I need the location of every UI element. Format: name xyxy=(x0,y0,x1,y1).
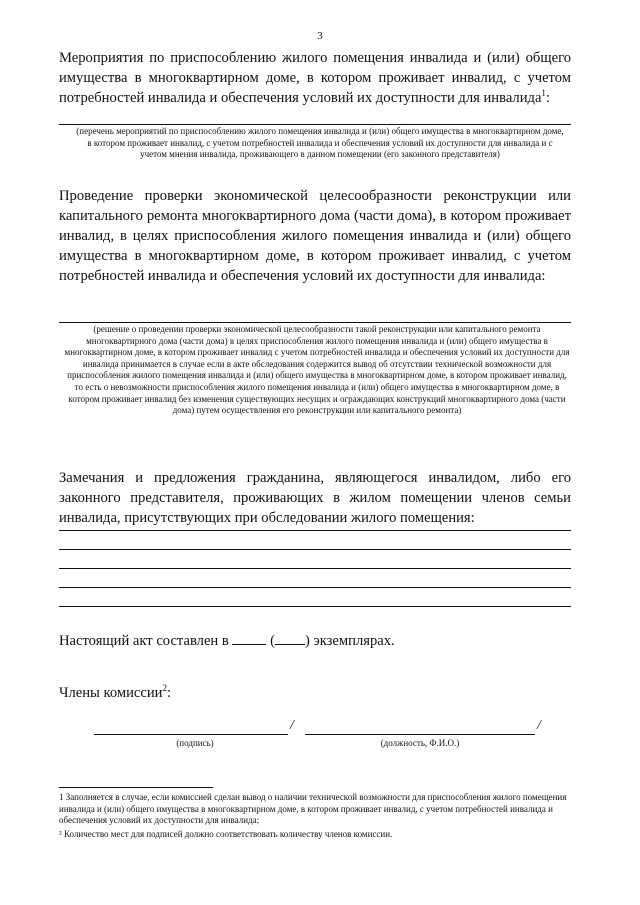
remarks-line-4 xyxy=(59,587,571,588)
copies-paren-close: ) xyxy=(304,633,310,649)
commission-label: Члены комиссии xyxy=(59,685,163,701)
measures-fill-line xyxy=(59,124,571,125)
copies-statement xyxy=(59,631,579,651)
remarks-line-3 xyxy=(59,568,571,569)
measures-heading xyxy=(59,48,571,108)
footnote-ref-1: 1 xyxy=(541,88,546,99)
copies-number-blank xyxy=(232,632,266,645)
signature-line xyxy=(94,734,288,735)
remarks-line-5 xyxy=(59,606,571,607)
signature-slash: / xyxy=(290,718,294,733)
copies-prefix: Настоящий акт составлен в xyxy=(59,633,229,649)
measures-heading-colon: : xyxy=(545,90,550,106)
remarks-heading: Замечания и предложения гражданина, являющегося инвалидом, либо его законного представителя, проживающих в жилом помещении членов семьи инвалида, присутствующих при обследовании жилого помещения: xyxy=(59,470,571,526)
signature-caption: (подпись) xyxy=(176,738,214,748)
copies-paren-open: ( xyxy=(270,633,275,649)
economic-check-fill-line xyxy=(59,322,571,323)
footnote-separator xyxy=(59,787,213,788)
copies-words-blank xyxy=(275,632,305,645)
remarks-line-2 xyxy=(59,549,571,550)
economic-check-caption: (решение о проведении проверки экономической целесообразности такой реконструкции или капитального ремонта многоквартирного дома (части дома) в целях приспособления жилого помещения инвалида и (или) общего имущества в многоквартирном доме, в котором проживает инвалид с учетом потребностей инвалида и обеспечения условий их доступности для инвалида принимается в случае если в акте обследования содержится вывод об отсутствии технической возможности для приспособления жилого помещения инвалида и (или) общего имущества в многоквартирном доме, в котором проживает инвалид, то есть о невозможности приспособления жилого помещения инвалида и (или) общего имущества в многоквартирном доме, в котором проживает инвалид без изменения существующих несущих и ограждающих конструкций многоквартирного дома (части дома) путем осуществления его реконструкции или капитального ремонта) xyxy=(64,324,570,416)
footnote-1: 1 Заполняется в случае, если комиссией сделан вывод о наличии технической возможности для приспособления жилого помещения инвалида и (или) общего имущества в многоквартирном доме, в котором проживает инвалид, с учетом потребностей инвалида и обеспечения условий их доступности для инвалида; xyxy=(59,792,567,825)
measures-heading-text: Мероприятия по приспособлению жилого помещения инвалида и (или) общего имущества в многоквартирном доме, в котором проживает инвалид, с учетом потребностей инвалида и обеспечения условий их доступности для инвалида xyxy=(59,50,571,106)
commission-colon: : xyxy=(167,685,172,701)
footnote-2: ² Количество мест для подписей должно соответствовать количеству членов комиссии. xyxy=(59,829,393,839)
measures-caption: (перечень мероприятий по приспособлению жилого помещения инвалида и (или) общего имущества в многоквартирном доме, в котором проживает инвалид, с учетом потребностей инвалида и обеспечения условий их доступности для инвалида и с учетом мнения инвалида, проживающего в данном помещении (его законного представителя) xyxy=(76,126,564,160)
position-slash: / xyxy=(537,718,541,733)
economic-check-heading: Проведение проверки экономической целесообразности реконструкции или капитального ремонта многоквартирного дома (части дома), в котором проживает инвалид, в целях приспособления жилого помещения инвалида и (или) общего имущества в многоквартирном доме, в котором проживает инвалид, с учетом потребностей инвалида и обеспечения условий их доступности для инвалида: xyxy=(59,188,571,284)
page-number: 3 xyxy=(317,30,323,42)
position-caption: (должность, Ф.И.О.) xyxy=(380,738,460,748)
position-line xyxy=(305,734,535,735)
remarks-line-1 xyxy=(59,530,571,531)
footnote-ref-2: 2 xyxy=(162,683,167,694)
commission-heading xyxy=(59,683,359,703)
copies-suffix: экземплярах. xyxy=(313,633,395,649)
